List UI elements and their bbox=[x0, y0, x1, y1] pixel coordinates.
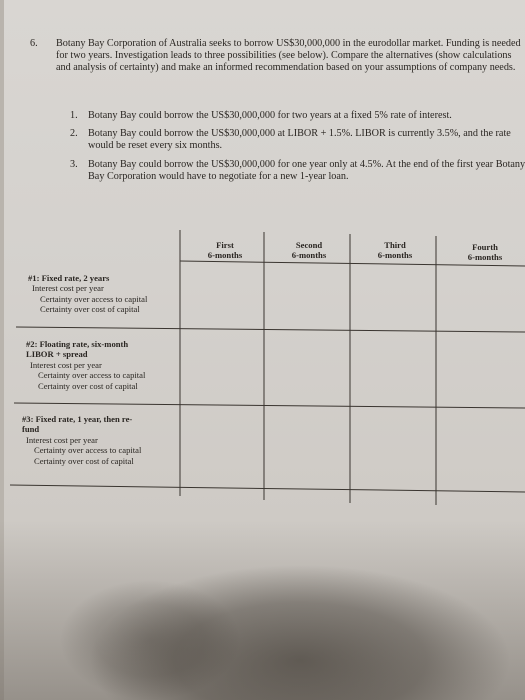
page-edge bbox=[0, 0, 4, 700]
option-text: Botany Bay could borrow the US$30,000,000 for one year only at 4.5%. At the end of the first year Botany Bay Corporation would have to negotiate for a new 1-year loan. bbox=[88, 159, 525, 183]
question-number: 6. bbox=[30, 38, 38, 49]
option-number: 2. bbox=[70, 128, 78, 139]
column-header-first: First 6-months bbox=[207, 240, 243, 260]
row-label-fixed-2yr: #1: Fixed rate, 2 years Interest cost per year Certainty over access to capital Certainty over cost of capital bbox=[28, 273, 148, 315]
option-text: Botany Bay could borrow the US$30,000,000 for two years at a fixed 5% rate of interest. bbox=[88, 110, 452, 121]
row-label-floating: #2: Floating rate, six-month LIBOR + spread Interest cost per year Certainty over access to capital Certainty over cost of capital bbox=[26, 339, 146, 391]
option-number: 3. bbox=[70, 159, 78, 170]
column-header-second: Second 6-months bbox=[291, 240, 327, 260]
question-text: Botany Bay Corporation of Australia seeks to borrow US$30,000,000 in the eurodollar market. Funding is needed for two years. Investigation leads to three possibilities (see below). Compare the alternatives (show calculations and analysis of certainty) and make an informed recommendation based on your assumptions of company needs. bbox=[56, 38, 521, 74]
row-rule bbox=[14, 403, 525, 408]
column-header-fourth: Fourth 6-months bbox=[467, 242, 503, 262]
row-label-fixed-1yr: #3: Fixed rate, 1 year, then re- fund Interest cost per year Certainty over access to capital Certainty over cost of capital bbox=[22, 414, 142, 466]
column-header-third: Third 6-months bbox=[377, 240, 413, 260]
row-rule bbox=[10, 485, 525, 492]
option-text: Botany Bay could borrow the US$30,000,000 at LIBOR + 1.5%. LIBOR is currently 3.5%, and the rate would be reset every six months. bbox=[88, 128, 511, 152]
option-number: 1. bbox=[70, 110, 78, 121]
row-rule bbox=[16, 327, 525, 332]
